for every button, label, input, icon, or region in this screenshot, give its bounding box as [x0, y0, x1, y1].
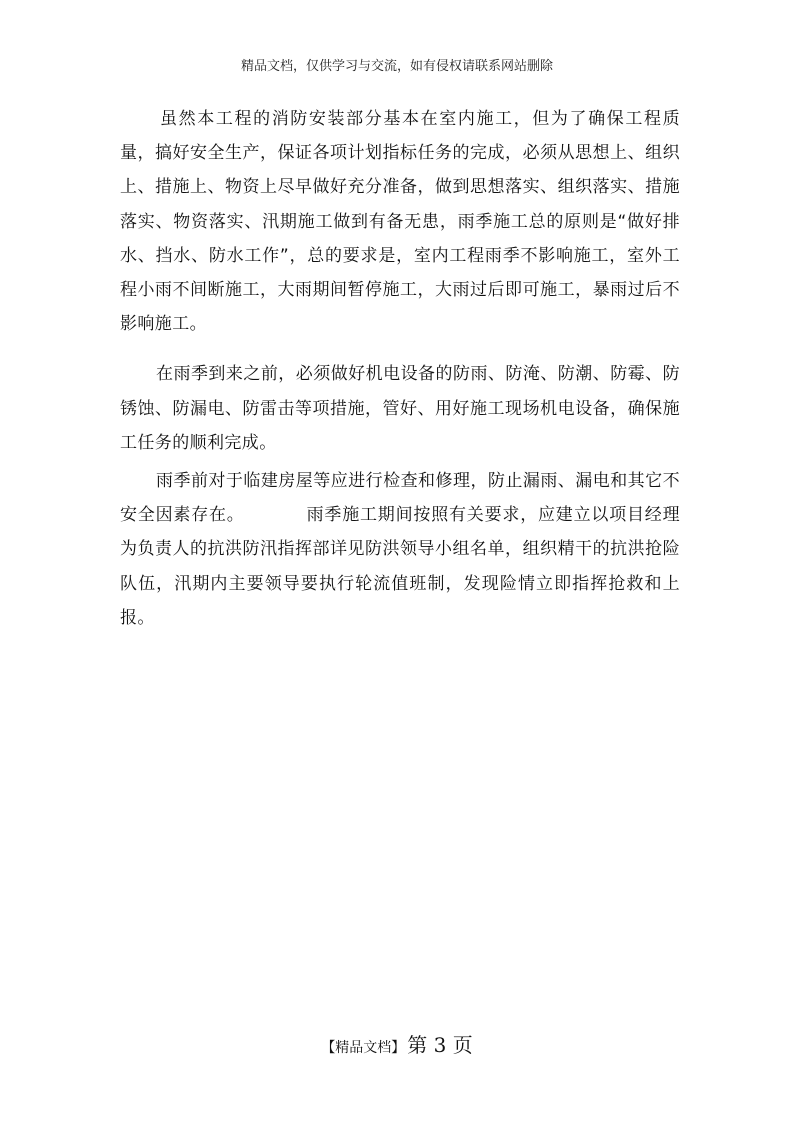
- document-body: [120, 102, 680, 635]
- paragraph-flood-command: 雨季前对于临建房屋等应进行检查和修理，防止漏雨、漏电和其它不安全因素存在。 雨季施工期间按照有关要求，应建立以项目经理为负责人的抗洪防汛指挥部详见防洪领导小组名单，组织精干的抗洪抢险队伍，汛期内主要领导要执行轮流值班制，发现险情立即指挥抢救和上报。: [120, 471, 680, 628]
- page-footer: [0, 1032, 794, 1061]
- footer-tag: 【精品文档】: [321, 1040, 406, 1056]
- page-header: 精品文档，仅供学习与交流，如有侵权请联系网站删除: [240, 59, 553, 74]
- paragraph-rainy-season-principles: 虽然本工程的消防安装部分基本在室内施工，但为了确保工程质量，搞好安全生产，保证各项计划指标任务的完成，必须从思想上、组织上、措施上、物资上尽早做好充分准备，做到思想落实、组织落实、措施落实、物资落实、汛期施工做到有备无患，雨季施工总的原则是“做好排水、挡水、防水工作”，总的要求是，室内工程雨季不影响施工，室外工程小雨不间断施工，大雨期间暂停施工，大雨过后即可施工，暴雨过后不影响施工。: [120, 109, 680, 335]
- page-number: 第 3 页: [407, 1033, 473, 1057]
- paragraph-equipment-protection: 在雨季到来之前，必须做好机电设备的防雨、防淹、防潮、防霉、防锈蚀、防漏电、防雷击等项措施，管好、用好施工现场机电设备，确保施工任务的顺利完成。: [120, 364, 680, 453]
